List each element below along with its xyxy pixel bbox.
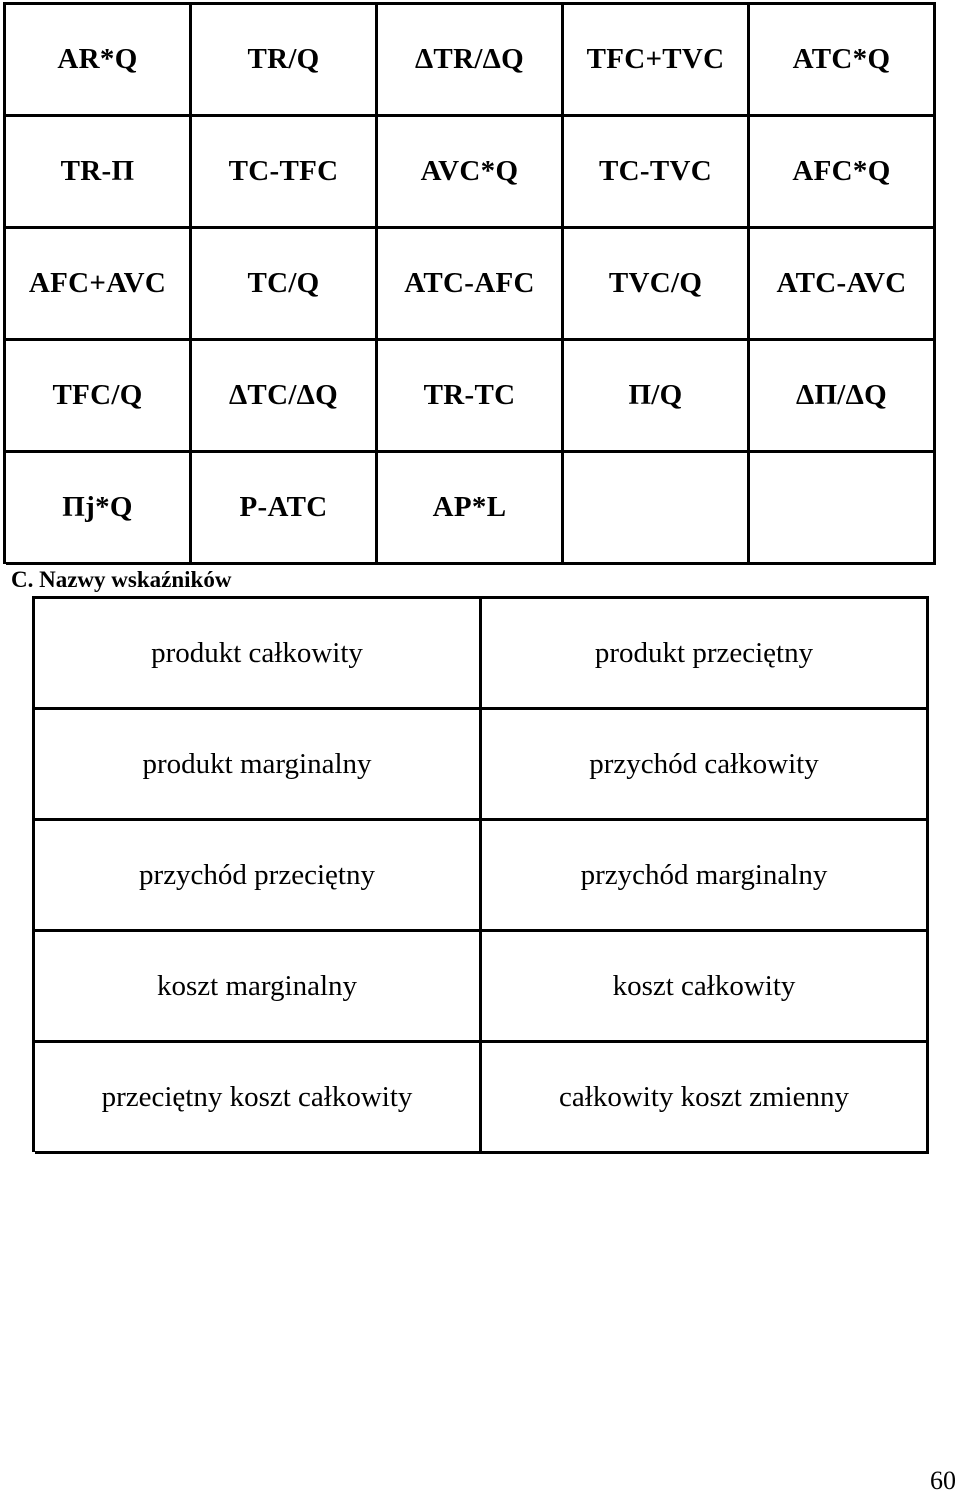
names-cell: przychód marginalny	[482, 821, 929, 932]
formula-row	[6, 341, 936, 453]
names-row	[35, 599, 929, 710]
page-number: 60	[930, 1466, 956, 1495]
names-cell: przeciętny koszt całkowity	[35, 1043, 482, 1154]
formula-cell: ATC-AVC	[750, 229, 936, 341]
formula-cell: TFC+TVC	[564, 5, 750, 117]
empty-cell	[564, 453, 750, 565]
formula-cell: TR/Q	[192, 5, 378, 117]
names-cell: produkt całkowity	[35, 599, 482, 710]
indicator-names-table	[32, 596, 929, 1152]
formula-cell: AFC*Q	[750, 117, 936, 229]
names-row	[35, 710, 929, 821]
names-cell: całkowity koszt zmienny	[482, 1043, 929, 1154]
formula-cell: TR-Π	[6, 117, 192, 229]
formula-cell: TC-TFC	[192, 117, 378, 229]
formula-cell: AR*Q	[6, 5, 192, 117]
formula-cell: AP*L	[378, 453, 564, 565]
names-cell: produkt marginalny	[35, 710, 482, 821]
formula-cell: TC-TVC	[564, 117, 750, 229]
formula-cell: TVC/Q	[564, 229, 750, 341]
formula-row	[6, 5, 936, 117]
formula-cell: ΔTR/ΔQ	[378, 5, 564, 117]
formula-cell: TC/Q	[192, 229, 378, 341]
names-cell: koszt całkowity	[482, 932, 929, 1043]
formula-cell: ΔTC/ΔQ	[192, 341, 378, 453]
names-cell: przychód przeciętny	[35, 821, 482, 932]
formula-cell: Πj*Q	[6, 453, 192, 565]
names-row	[35, 932, 929, 1043]
formula-row	[6, 117, 936, 229]
formula-cell: Π/Q	[564, 341, 750, 453]
formula-cell: ΔΠ/ΔQ	[750, 341, 936, 453]
formula-cell: AVC*Q	[378, 117, 564, 229]
formula-cell: P-ATC	[192, 453, 378, 565]
formula-row	[6, 453, 936, 565]
names-cell: produkt przeciętny	[482, 599, 929, 710]
formula-table	[3, 2, 936, 564]
formula-cell: ATC*Q	[750, 5, 936, 117]
formula-cell: TR-TC	[378, 341, 564, 453]
empty-cell	[750, 453, 936, 565]
names-cell: koszt marginalny	[35, 932, 482, 1043]
names-row	[35, 1043, 929, 1154]
formula-cell: TFC/Q	[6, 341, 192, 453]
names-row	[35, 821, 929, 932]
section-heading: C. Nazwy wskaźników	[11, 567, 232, 592]
formula-row	[6, 229, 936, 341]
formula-cell: AFC+AVC	[6, 229, 192, 341]
names-cell: przychód całkowity	[482, 710, 929, 821]
formula-cell: ATC-AFC	[378, 229, 564, 341]
